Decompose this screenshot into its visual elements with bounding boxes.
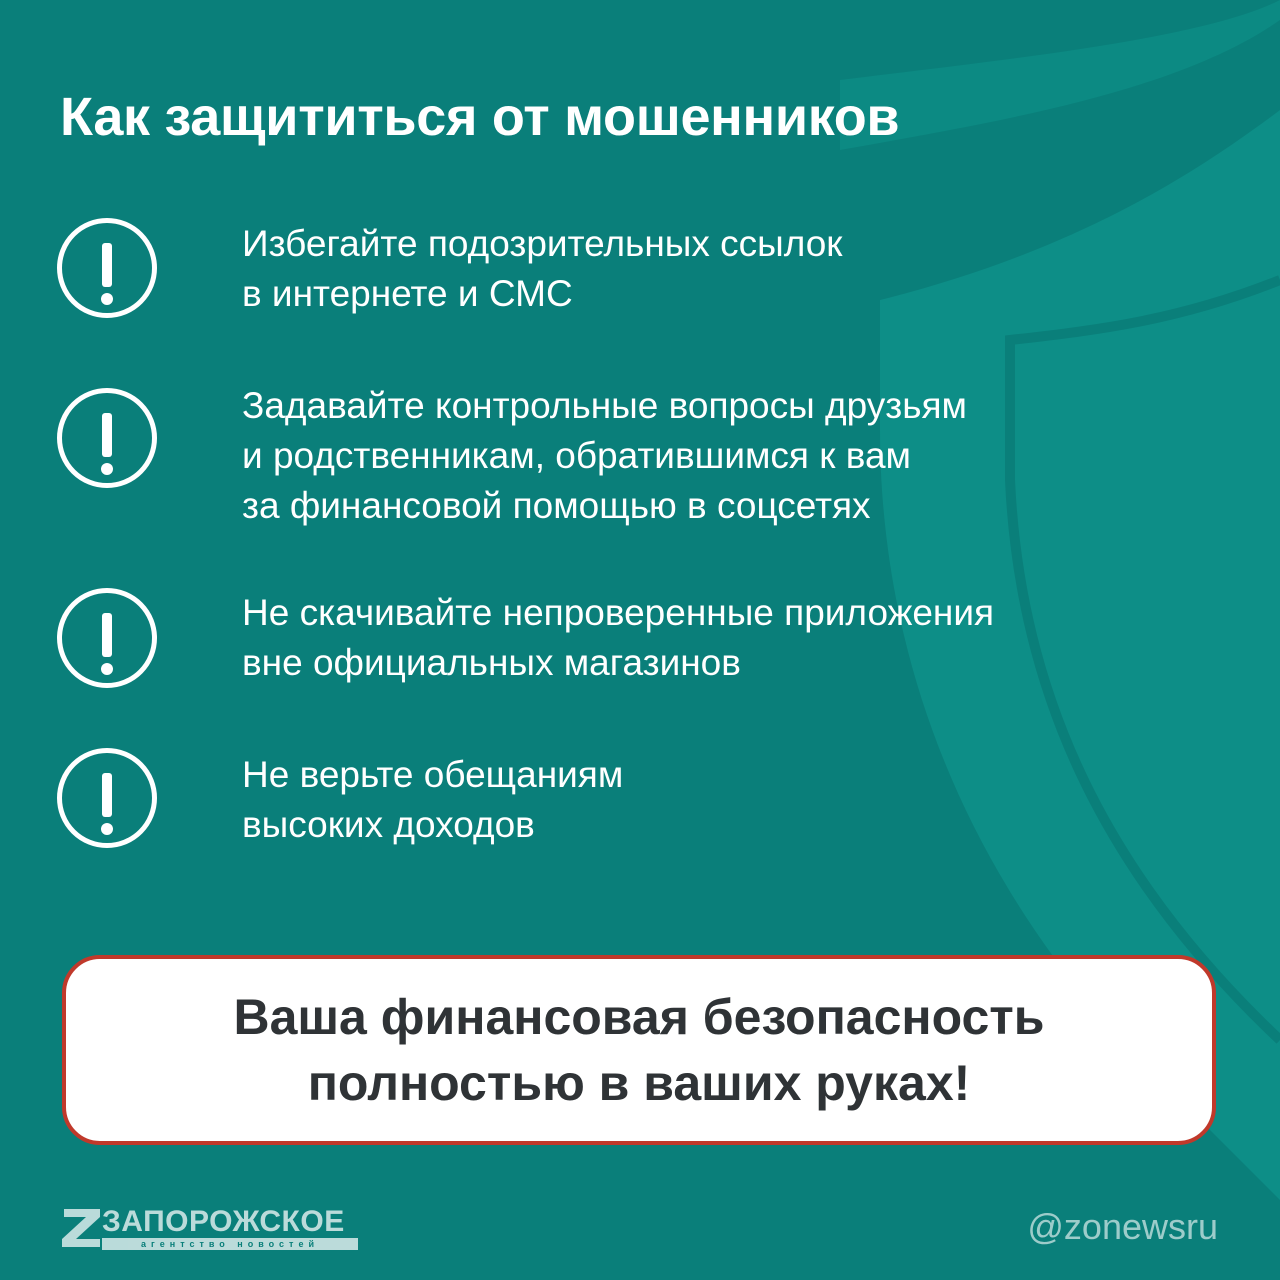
tip-line: Не скачивайте непроверенные приложения — [242, 592, 995, 633]
callout-box — [62, 955, 1216, 1145]
callout-line: полностью в ваших руках! — [307, 1055, 971, 1111]
logo-subtitle: агентство новостей — [102, 1238, 358, 1250]
exclamation-circle-icon — [57, 748, 157, 848]
tip-line: в интернете и СМС — [242, 273, 573, 314]
exclamation-circle-icon — [57, 588, 157, 688]
tip-line: Избегайте подозрительных ссылок — [242, 223, 843, 264]
z-logo-icon — [60, 1207, 104, 1249]
logo-name: ЗАПОРОЖСКОЕ — [102, 1205, 345, 1238]
tip-line: Не верьте обещаниям — [242, 754, 624, 795]
agency-logo — [60, 1205, 370, 1253]
tip-line: Задавайте контрольные вопросы друзьям — [242, 385, 967, 426]
social-handle: @zonewsru — [1027, 1206, 1218, 1247]
tip-text — [242, 750, 623, 850]
page-title: Как защититься от мошенников — [60, 87, 900, 147]
tip-text — [242, 381, 967, 531]
exclamation-circle-icon — [57, 388, 157, 488]
tip-text — [242, 219, 843, 319]
tip-line: вне официальных магазинов — [242, 642, 741, 683]
tip-line: за финансовой помощью в соцсетях — [242, 485, 871, 526]
tip-text — [242, 588, 994, 688]
tip-line: высоких доходов — [242, 804, 535, 845]
exclamation-circle-icon — [57, 218, 157, 318]
tip-line: и родственникам, обратившимся к вам — [242, 435, 911, 476]
callout-line: Ваша финансовая безопасность — [233, 989, 1045, 1045]
